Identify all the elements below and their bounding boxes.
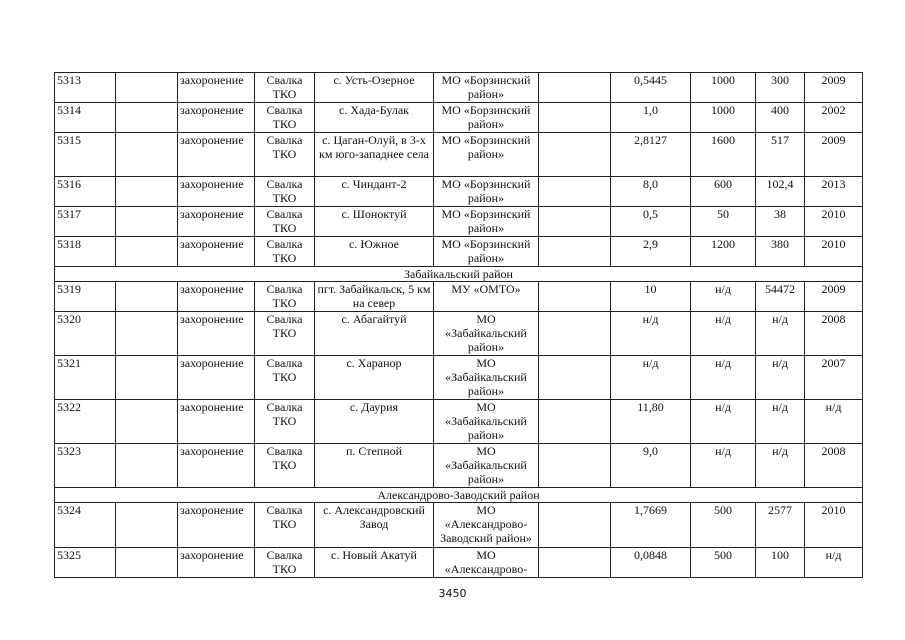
waste-operation-type: захоронение	[178, 133, 255, 177]
table-row	[55, 548, 863, 578]
waste-operation-type: захоронение	[178, 356, 255, 400]
empty-cell	[539, 503, 611, 548]
year-value: 2002	[805, 103, 863, 133]
empty-cell	[539, 356, 611, 400]
capacity-value: 1200	[691, 237, 756, 267]
object-name: Свалка ТКО	[255, 312, 315, 356]
owner: МО «Забайкальский район»	[434, 356, 539, 400]
empty-cell	[539, 282, 611, 312]
owner: МО «Борзинский район»	[434, 177, 539, 207]
capacity-value: 1000	[691, 73, 756, 103]
object-name: Свалка ТКО	[255, 73, 315, 103]
capacity-value: н/д	[691, 282, 756, 312]
district-header-row	[55, 267, 863, 282]
area-value: 9,0	[611, 444, 691, 488]
volume-value: 517	[756, 133, 805, 177]
record-number: 5315	[55, 133, 116, 177]
district-title: Александрово-Заводский район	[55, 488, 863, 503]
object-name: Свалка ТКО	[255, 103, 315, 133]
capacity-value: н/д	[691, 312, 756, 356]
year-value: 2009	[805, 282, 863, 312]
empty-cell	[116, 356, 178, 400]
area-value: 10	[611, 282, 691, 312]
owner: МО «Борзинский район»	[434, 73, 539, 103]
object-name: Свалка ТКО	[255, 444, 315, 488]
year-value: 2010	[805, 237, 863, 267]
capacity-value: 1600	[691, 133, 756, 177]
registry-table	[54, 72, 863, 578]
volume-value: н/д	[756, 400, 805, 444]
volume-value: 300	[756, 73, 805, 103]
capacity-value: 500	[691, 503, 756, 548]
empty-cell	[539, 312, 611, 356]
empty-cell	[539, 207, 611, 237]
capacity-value: 1000	[691, 103, 756, 133]
owner: МО «Борзинский район»	[434, 207, 539, 237]
record-number: 5320	[55, 312, 116, 356]
year-value: 2009	[805, 133, 863, 177]
empty-cell	[539, 133, 611, 177]
object-name: Свалка ТКО	[255, 207, 315, 237]
table-row	[55, 312, 863, 356]
year-value: 2013	[805, 177, 863, 207]
object-name: Свалка ТКО	[255, 133, 315, 177]
record-number: 5321	[55, 356, 116, 400]
table-row	[55, 503, 863, 548]
volume-value: 100	[756, 548, 805, 578]
empty-cell	[116, 282, 178, 312]
location: с. Даурия	[315, 400, 434, 444]
table-row	[55, 400, 863, 444]
year-value: 2007	[805, 356, 863, 400]
area-value: н/д	[611, 312, 691, 356]
volume-value: 400	[756, 103, 805, 133]
waste-operation-type: захоронение	[178, 312, 255, 356]
record-number: 5318	[55, 237, 116, 267]
empty-cell	[116, 177, 178, 207]
volume-value: 54472	[756, 282, 805, 312]
location: с. Цаган-Олуй, в 3-х км юго-западнее села	[315, 133, 434, 177]
location: пгт. Забайкальск, 5 км на север	[315, 282, 434, 312]
volume-value: н/д	[756, 356, 805, 400]
page-number: 3450	[438, 587, 467, 600]
waste-operation-type: захоронение	[178, 400, 255, 444]
volume-value: н/д	[756, 312, 805, 356]
empty-cell	[539, 103, 611, 133]
volume-value: 102,4	[756, 177, 805, 207]
table-row	[55, 207, 863, 237]
waste-operation-type: захоронение	[178, 237, 255, 267]
waste-operation-type: захоронение	[178, 548, 255, 578]
location: с. Усть-Озерное	[315, 73, 434, 103]
owner: МО «Забайкальский район»	[434, 400, 539, 444]
empty-cell	[116, 237, 178, 267]
empty-cell	[539, 177, 611, 207]
object-name: Свалка ТКО	[255, 356, 315, 400]
empty-cell	[116, 548, 178, 578]
empty-cell	[116, 73, 178, 103]
empty-cell	[539, 237, 611, 267]
area-value: 11,80	[611, 400, 691, 444]
waste-operation-type: захоронение	[178, 103, 255, 133]
location: с. Чиндант-2	[315, 177, 434, 207]
volume-value: 38	[756, 207, 805, 237]
owner: МУ «ОМТО»	[434, 282, 539, 312]
owner: МО «Забайкальский район»	[434, 444, 539, 488]
location: с. Александровский Завод	[315, 503, 434, 548]
table-row	[55, 133, 863, 177]
area-value: 0,5	[611, 207, 691, 237]
capacity-value: 600	[691, 177, 756, 207]
record-number: 5316	[55, 177, 116, 207]
record-number: 5325	[55, 548, 116, 578]
empty-cell	[116, 444, 178, 488]
table-row	[55, 237, 863, 267]
year-value: 2010	[805, 207, 863, 237]
empty-cell	[116, 503, 178, 548]
district-title: Забайкальский район	[55, 267, 863, 282]
object-name: Свалка ТКО	[255, 237, 315, 267]
empty-cell	[539, 548, 611, 578]
empty-cell	[116, 400, 178, 444]
table-row	[55, 356, 863, 400]
owner: МО «Забайкальский район»	[434, 312, 539, 356]
year-value: 2008	[805, 444, 863, 488]
owner: МО «Борзинский район»	[434, 103, 539, 133]
waste-operation-type: захоронение	[178, 207, 255, 237]
waste-operation-type: захоронение	[178, 282, 255, 312]
location: с. Шоноктуй	[315, 207, 434, 237]
record-number: 5323	[55, 444, 116, 488]
year-value: 2008	[805, 312, 863, 356]
area-value: 0,5445	[611, 73, 691, 103]
table-row	[55, 282, 863, 312]
area-value: 2,9	[611, 237, 691, 267]
empty-cell	[116, 312, 178, 356]
waste-operation-type: захоронение	[178, 503, 255, 548]
capacity-value: н/д	[691, 444, 756, 488]
table-row	[55, 73, 863, 103]
owner: МО «Борзинский район»	[434, 133, 539, 177]
district-header-row	[55, 488, 863, 503]
empty-cell	[539, 73, 611, 103]
area-value: 0,0848	[611, 548, 691, 578]
year-value: н/д	[805, 548, 863, 578]
area-value: 8,0	[611, 177, 691, 207]
record-number: 5319	[55, 282, 116, 312]
table-row	[55, 177, 863, 207]
registry-table-body	[55, 73, 863, 578]
location: с. Абагайтуй	[315, 312, 434, 356]
empty-cell	[539, 444, 611, 488]
object-name: Свалка ТКО	[255, 282, 315, 312]
object-name: Свалка ТКО	[255, 503, 315, 548]
location: с. Новый Акатуй	[315, 548, 434, 578]
empty-cell	[116, 133, 178, 177]
capacity-value: н/д	[691, 400, 756, 444]
object-name: Свалка ТКО	[255, 548, 315, 578]
owner: МО «Александрово-	[434, 548, 539, 578]
area-value: 1,0	[611, 103, 691, 133]
record-number: 5317	[55, 207, 116, 237]
object-name: Свалка ТКО	[255, 177, 315, 207]
volume-value: н/д	[756, 444, 805, 488]
location: п. Степной	[315, 444, 434, 488]
record-number: 5322	[55, 400, 116, 444]
table-row	[55, 103, 863, 133]
owner: МО «Александрово-Заводский район»	[434, 503, 539, 548]
volume-value: 380	[756, 237, 805, 267]
table-row	[55, 444, 863, 488]
location: с. Южное	[315, 237, 434, 267]
capacity-value: н/д	[691, 356, 756, 400]
empty-cell	[116, 103, 178, 133]
record-number: 5324	[55, 503, 116, 548]
capacity-value: 500	[691, 548, 756, 578]
volume-value: 2577	[756, 503, 805, 548]
year-value: н/д	[805, 400, 863, 444]
empty-cell	[116, 207, 178, 237]
year-value: 2010	[805, 503, 863, 548]
area-value: 1,7669	[611, 503, 691, 548]
owner: МО «Борзинский район»	[434, 237, 539, 267]
area-value: н/д	[611, 356, 691, 400]
object-name: Свалка ТКО	[255, 400, 315, 444]
waste-operation-type: захоронение	[178, 444, 255, 488]
record-number: 5314	[55, 103, 116, 133]
record-number: 5313	[55, 73, 116, 103]
year-value: 2009	[805, 73, 863, 103]
waste-operation-type: захоронение	[178, 73, 255, 103]
waste-operation-type: захоронение	[178, 177, 255, 207]
location: с. Харанор	[315, 356, 434, 400]
area-value: 2,8127	[611, 133, 691, 177]
empty-cell	[539, 400, 611, 444]
location: с. Хада-Булак	[315, 103, 434, 133]
capacity-value: 50	[691, 207, 756, 237]
